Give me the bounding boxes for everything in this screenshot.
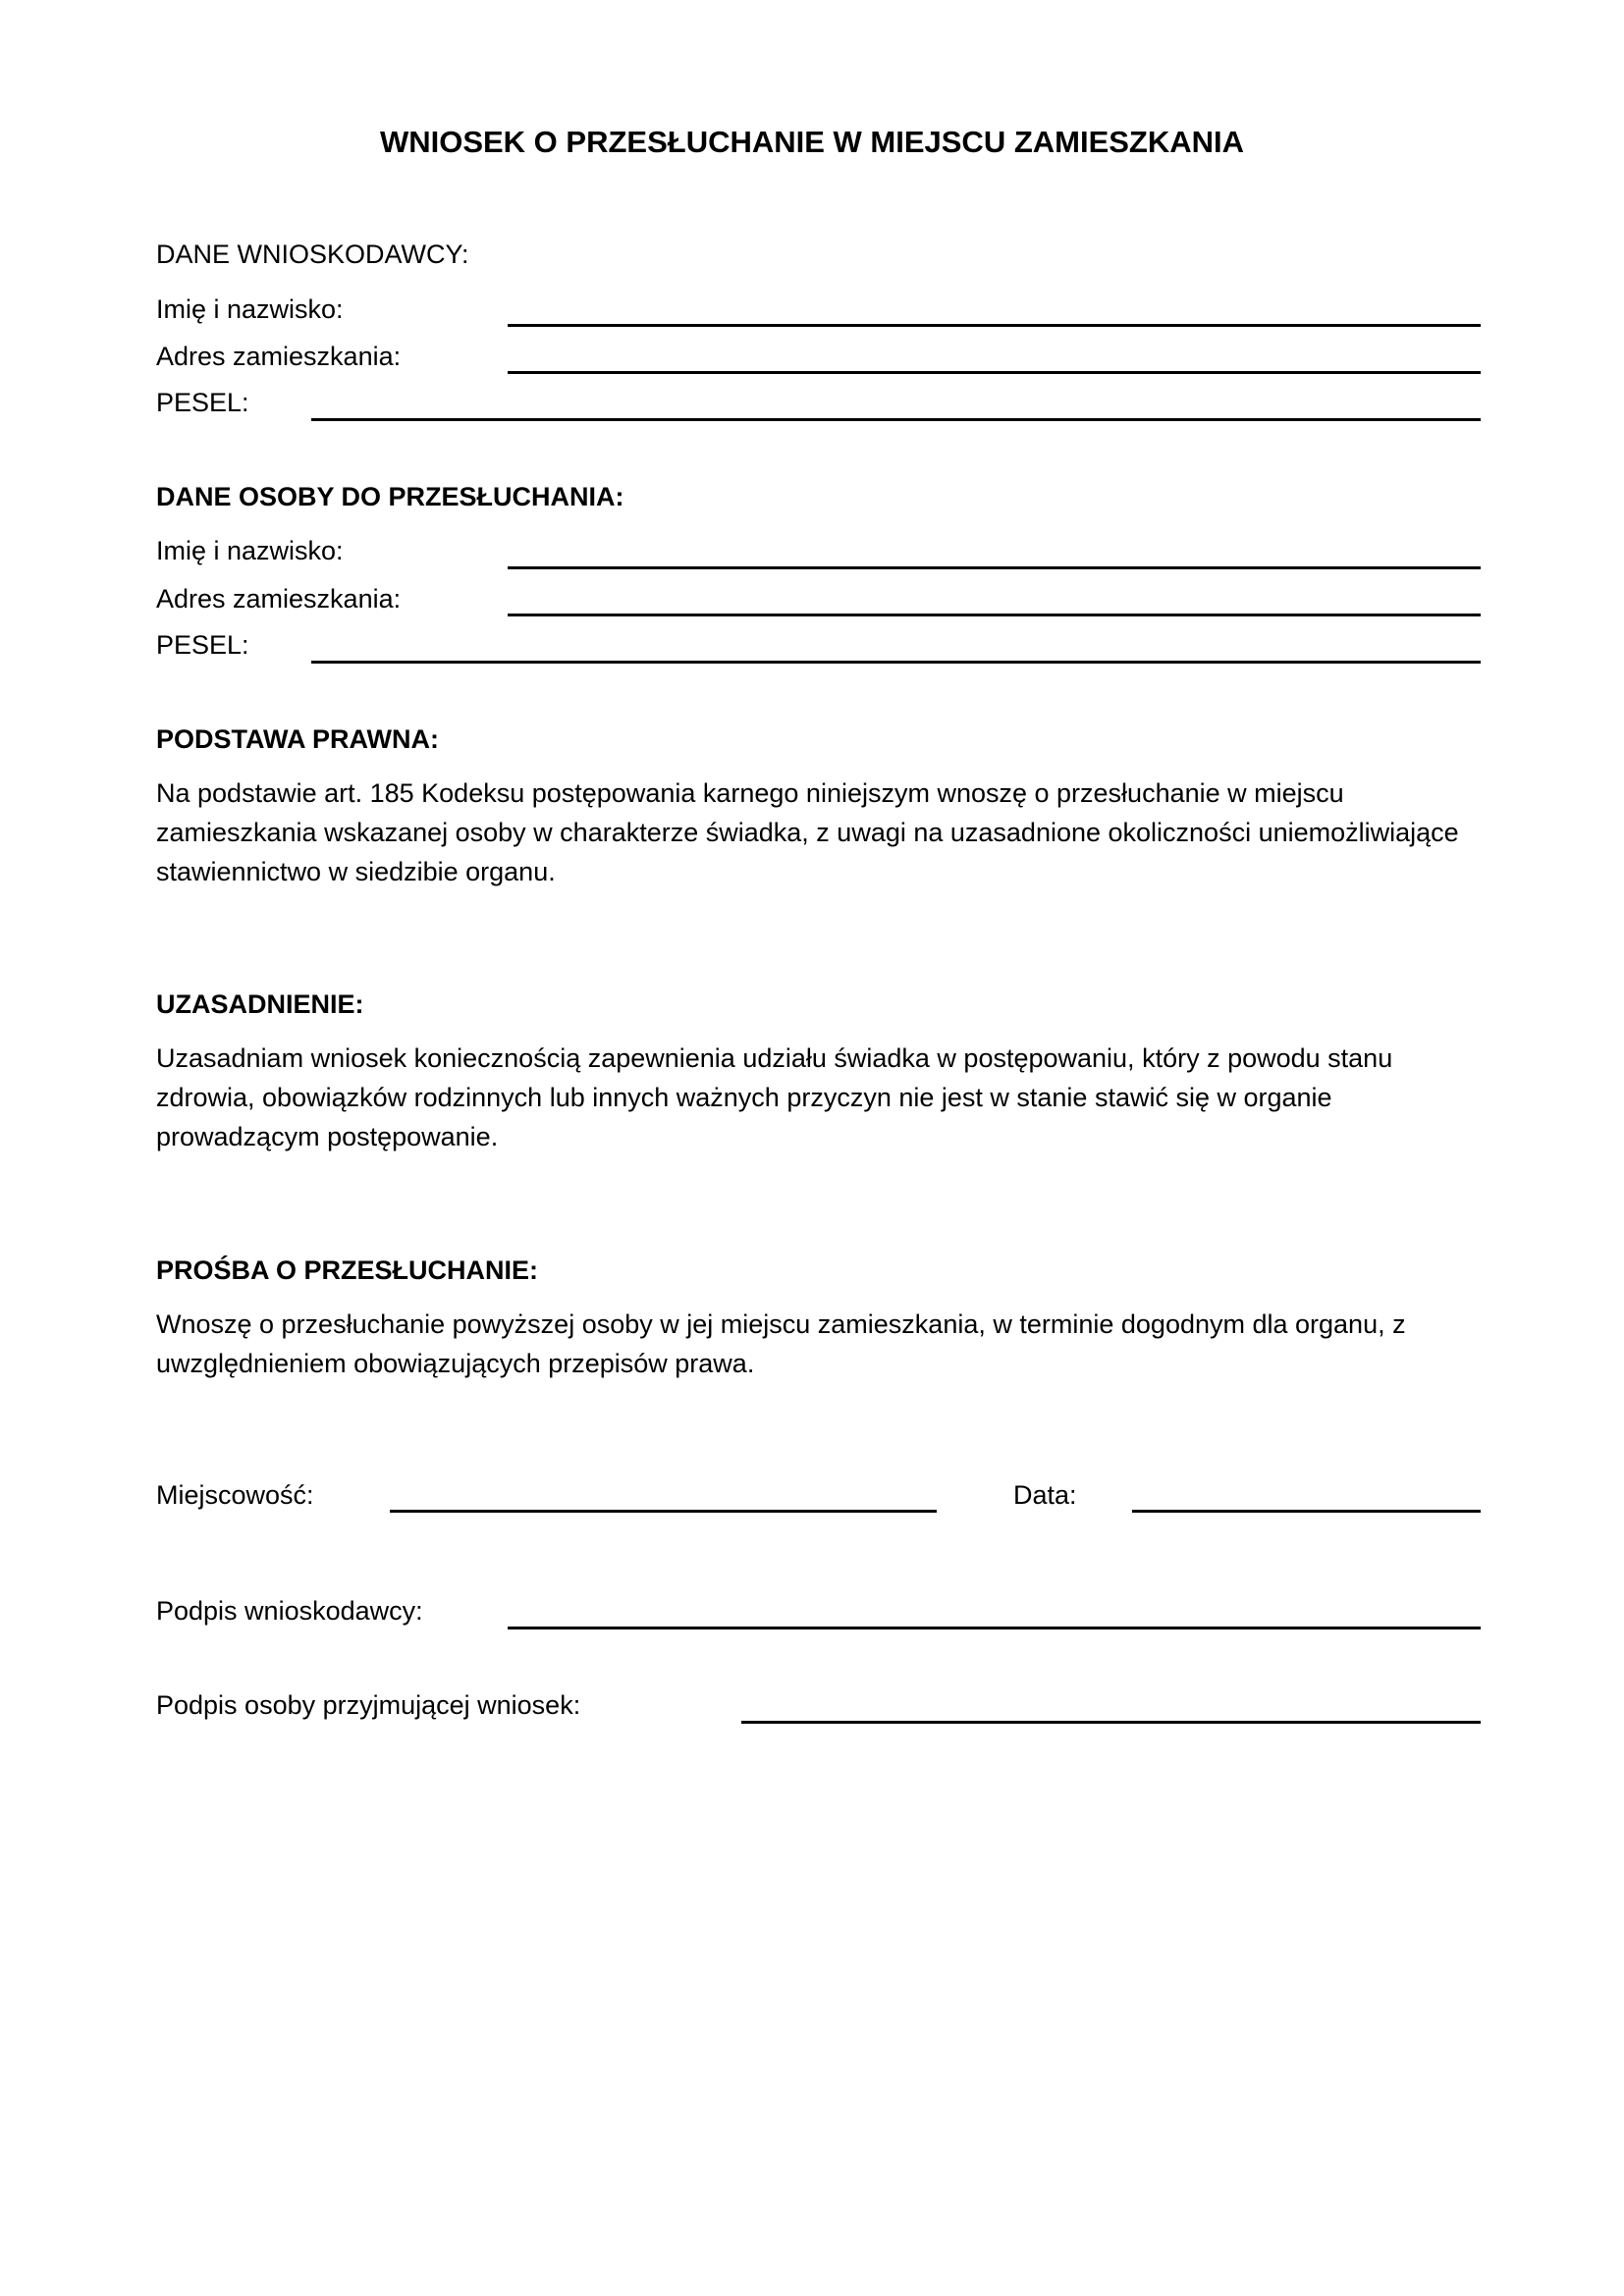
witness-name-field[interactable] (508, 566, 1481, 569)
applicant-pesel-field[interactable] (311, 418, 1481, 421)
document-title: WNIOSEK O PRZESŁUCHANIE W MIEJSCU ZAMIESZKANIA (379, 125, 1245, 159)
legal-basis-heading: PODSTAWA PRAWNA: (156, 724, 439, 754)
request-heading: PROŚBA O PRZESŁUCHANIE: (156, 1255, 539, 1285)
applicant-pesel-label: PESEL: (156, 388, 249, 417)
applicant-name-label: Imię i nazwisko: (156, 294, 344, 324)
applicant-address-field[interactable] (508, 371, 1481, 374)
witness-heading: DANE OSOBY DO PRZESŁUCHANIA: (156, 482, 624, 511)
witness-address-label: Adres zamieszkania: (156, 584, 402, 614)
applicant-signature-field[interactable] (508, 1627, 1481, 1629)
witness-address-field[interactable] (508, 614, 1481, 616)
applicant-heading: DANE WNIOSKODAWCY: (156, 240, 469, 269)
witness-pesel-label: PESEL: (156, 630, 249, 660)
applicant-address-label: Adres zamieszkania: (156, 342, 402, 371)
date-field[interactable] (1132, 1510, 1481, 1513)
receiver-signature-label: Podpis osoby przyjmującej wniosek: (156, 1690, 581, 1720)
request-text: Wnoszę o przesłuchanie powyższej osoby w jej miejscu zamieszkania, w terminie dogodnym dla organu, z uwzględnieniem obowiązujących przepisów prawa. (156, 1309, 1406, 1378)
justification-heading: UZASADNIENIE: (156, 989, 364, 1019)
receiver-signature-field[interactable] (741, 1721, 1481, 1724)
place-field[interactable] (390, 1510, 937, 1513)
applicant-name-field[interactable] (508, 324, 1481, 327)
place-label: Miejscowość: (156, 1480, 314, 1510)
legal-basis-text: Na podstawie art. 185 Kodeksu postępowania karnego niniejszym wnoszę o przesłuchanie w miejscu zamieszkania wskazanej osoby w charakterze świadka, z uwagi na uzasadnione okoliczności uniemożliwiające stawiennictwo w siedzibie organu. (156, 778, 1459, 886)
applicant-signature-label: Podpis wnioskodawcy: (156, 1596, 423, 1626)
justification-text: Uzasadniam wniosek koniecznością zapewnienia udziału świadka w postępowaniu, który z powodu stanu zdrowia, obowiązków rodzinnych lub innych ważnych przyczyn nie jest w stanie stawić się w organie prowadzącym postępowanie. (156, 1043, 1393, 1151)
date-label: Data: (1013, 1480, 1077, 1510)
witness-name-label: Imię i nazwisko: (156, 536, 344, 565)
witness-pesel-field[interactable] (311, 661, 1481, 664)
